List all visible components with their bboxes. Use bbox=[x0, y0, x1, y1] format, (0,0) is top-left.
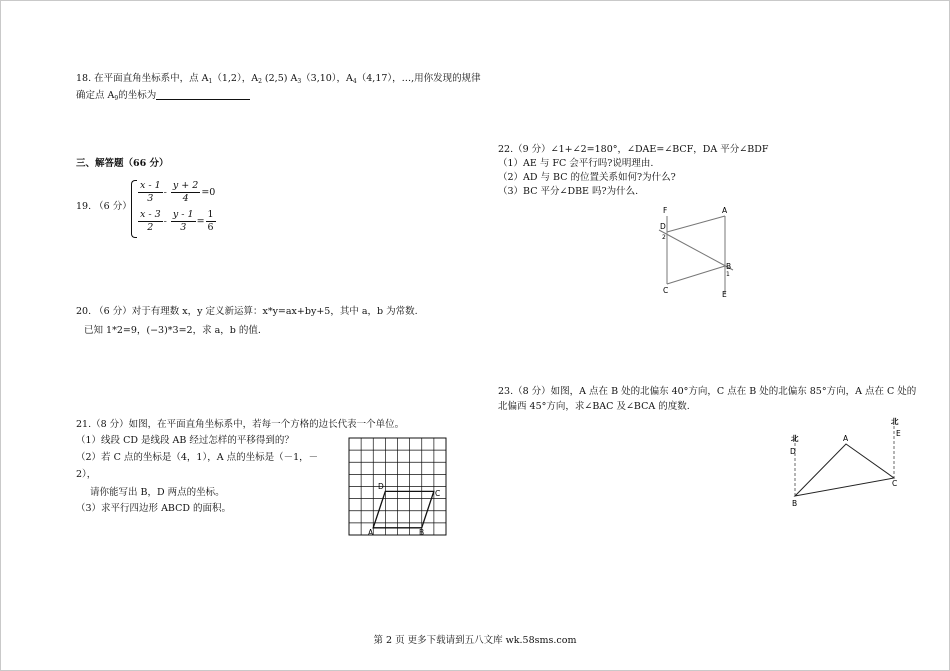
grid-figure bbox=[349, 438, 449, 540]
q18-line1: 18. 在平面直角坐标系中，点 $A_1(1,2)$，$A_2$ (2,5) $A_3(3,10)$，$A_4(4,17)$，…,用你发现的规律 bbox=[76, 73, 481, 85]
q22-line3: （2）AD 与 BC 的位置关系如何?为什么? bbox=[498, 172, 676, 183]
q18-line2: 确定点 $A_9$的坐标为 bbox=[76, 89, 250, 102]
label-b: B bbox=[726, 262, 732, 271]
equation-1: $\frac{x - 1}{3}$ - $\frac{y + 2}{4}$ =0 bbox=[140, 180, 216, 204]
label-north-b: 北 bbox=[791, 434, 799, 443]
q23-line1: 23.（8 分）如图，A 点在 B 处的北偏东 40°方向，C 点在 B 处的北偏东 85°方向，A 点在 C 处的 bbox=[498, 386, 917, 397]
q21-line1: 21.（8 分）如图，在平面直角坐标系中，若每一个方格的边长代表一个单位。 bbox=[76, 419, 405, 430]
label-north-c: 北 bbox=[891, 417, 899, 426]
answer-blank bbox=[156, 89, 250, 100]
label-e: E bbox=[896, 429, 901, 438]
label-d: D bbox=[660, 222, 666, 231]
label-d: D bbox=[790, 447, 796, 456]
label-angle-2: 2 bbox=[662, 234, 666, 241]
q21-line5: 请你能写出 B，D 两点的坐标。 bbox=[90, 487, 225, 498]
q22-line4: （3）BC 平分∠DBE 吗?为什么. bbox=[498, 186, 639, 197]
equation-system bbox=[131, 180, 221, 238]
q20-line1: 20. （6 分）对于有理数 x，y 定义新运算：x*y=ax+by+5，其中 a，b 为常数. bbox=[76, 306, 418, 317]
label-d: D bbox=[378, 482, 384, 491]
label-c: C bbox=[435, 489, 441, 498]
parallel-lines-figure bbox=[655, 204, 745, 300]
q21-line6: （3）求平行四边形 ABCD 的面积。 bbox=[76, 503, 231, 514]
label-c: C bbox=[892, 479, 898, 488]
page-footer: 第 2 页 更多下载请到五八文库 wk.58sms.com bbox=[373, 635, 577, 646]
q22-line1: 22.（9 分）∠1+∠2=180°，∠DAE=∠BCF，DA 平分∠BDF bbox=[498, 144, 769, 155]
label-angle-1: 1 bbox=[726, 271, 730, 278]
q22-line2: （1）AE 与 FC 会平行吗?说明理由. bbox=[498, 158, 654, 169]
q20-line2: 已知 1*2=9，(−3)*3=2，求 a，b 的值. bbox=[84, 325, 261, 336]
q21-line2: （1）线段 CD 是线段 AB 经过怎样的平移得到的？ bbox=[76, 435, 294, 446]
equation-2: $\frac{x - 3}{2}$ - $\frac{y - 1}{3}$ = $\frac{1}{6}$ bbox=[140, 209, 214, 233]
label-b: B bbox=[419, 528, 425, 537]
section-heading: 三、解答题（66 分） bbox=[76, 158, 169, 169]
q21-line3: （2）若 C 点的坐标是（4，1），A 点的坐标是（－1，－ bbox=[76, 452, 319, 463]
label-f: F bbox=[663, 206, 668, 215]
bearing-figure bbox=[786, 414, 904, 510]
label-a: A bbox=[843, 434, 849, 443]
q23-line2: 北偏西 45°方向，求∠BAC 及∠BCA 的度数. bbox=[498, 401, 690, 412]
label-c: C bbox=[663, 286, 669, 295]
q19-label: 19. （6 分） bbox=[76, 201, 132, 212]
label-a: A bbox=[722, 206, 728, 215]
parallelogram-abcd bbox=[373, 491, 434, 527]
q21-line4: 2）， bbox=[76, 469, 97, 480]
label-e: E bbox=[722, 290, 727, 299]
label-b: B bbox=[792, 499, 798, 508]
label-a: A bbox=[368, 528, 374, 537]
